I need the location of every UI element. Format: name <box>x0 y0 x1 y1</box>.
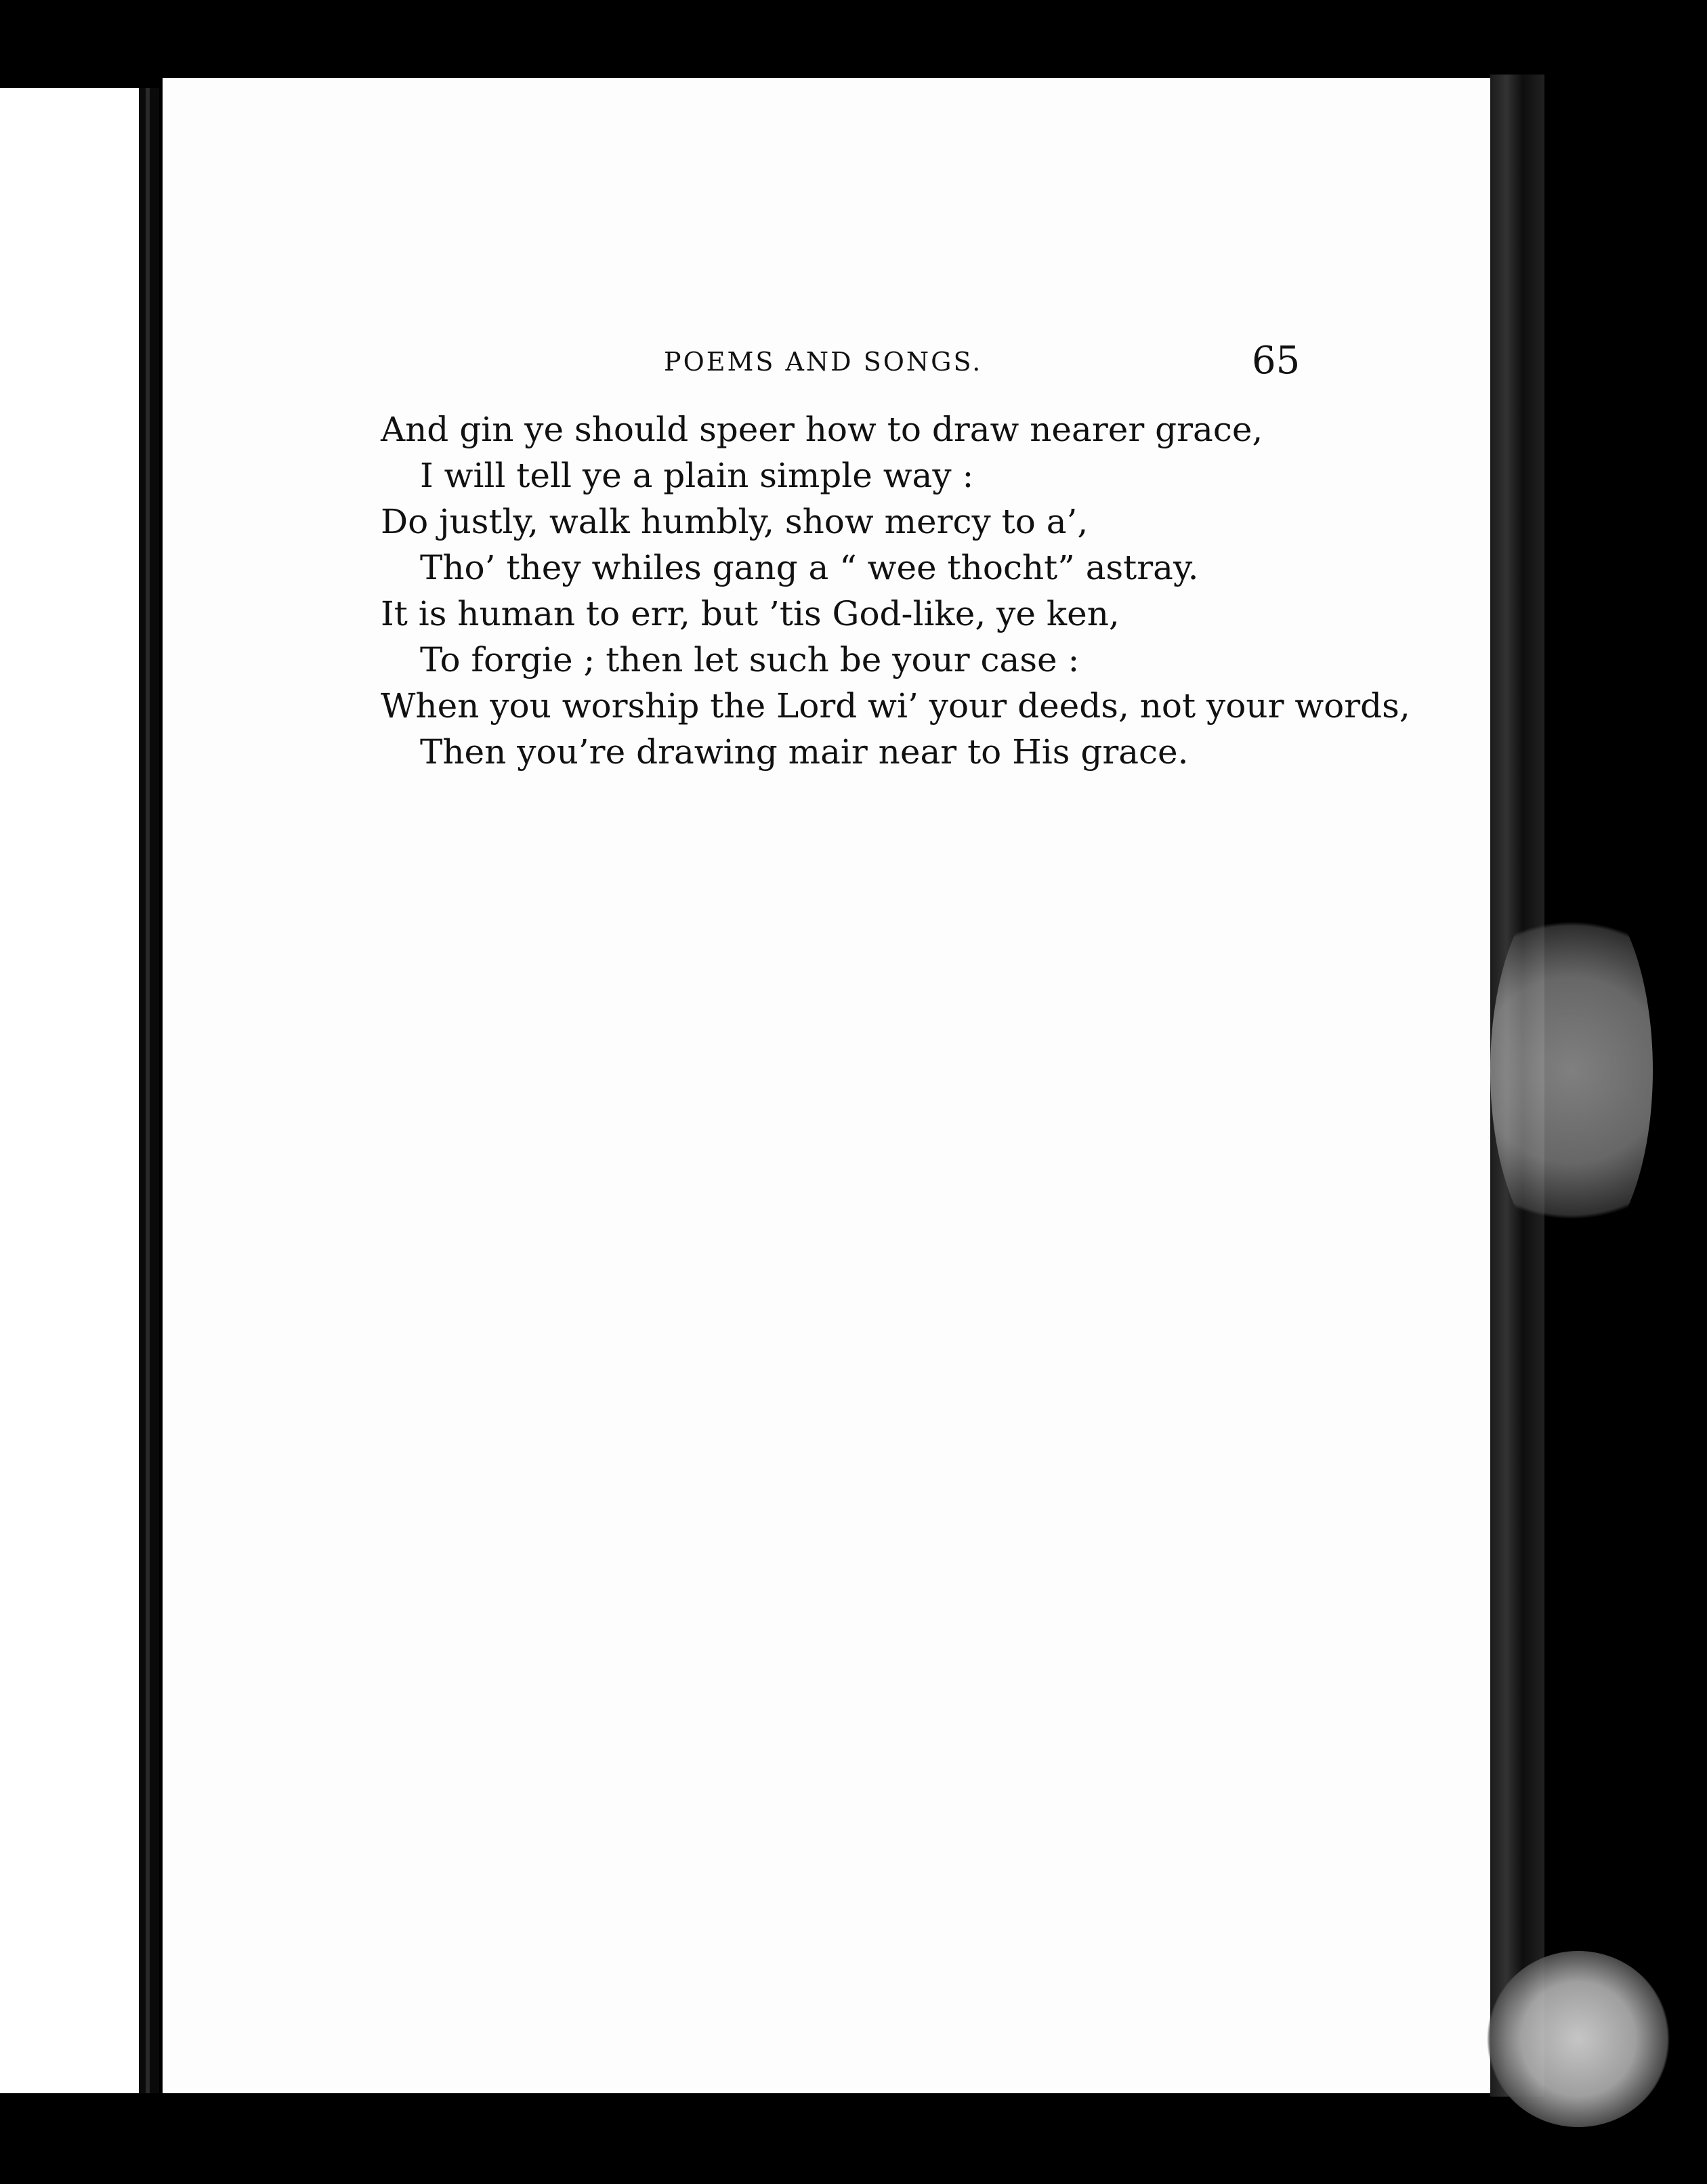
water-stain <box>1490 881 1653 1260</box>
water-stain <box>1487 1951 1670 2127</box>
poem-line: I will tell ye a plain simple way : <box>420 456 974 495</box>
poem-line: Then you’re drawing mair near to His grace. <box>420 732 1189 772</box>
poem-line: To forgie ; then let such be your case : <box>420 640 1080 679</box>
poem-stanza <box>381 406 1464 775</box>
running-head: POEMS AND SONGS. <box>664 347 983 377</box>
page-number: 65 <box>1252 339 1301 383</box>
book-gutter <box>139 88 159 2093</box>
poem-line: It is human to err, but ’tis God-like, ye ken, <box>381 594 1120 633</box>
poem-line: Tho’ they whiles gang a “ wee thocht” astray. <box>420 548 1199 587</box>
previous-page-edge <box>0 88 139 2093</box>
poem-line: And gin ye should speer how to draw nearer grace, <box>381 410 1263 449</box>
poem-line: Do justly, walk humbly, show mercy to a’, <box>381 502 1089 541</box>
poem-line: When you worship the Lord wi’ your deeds, not your words, <box>381 686 1410 726</box>
